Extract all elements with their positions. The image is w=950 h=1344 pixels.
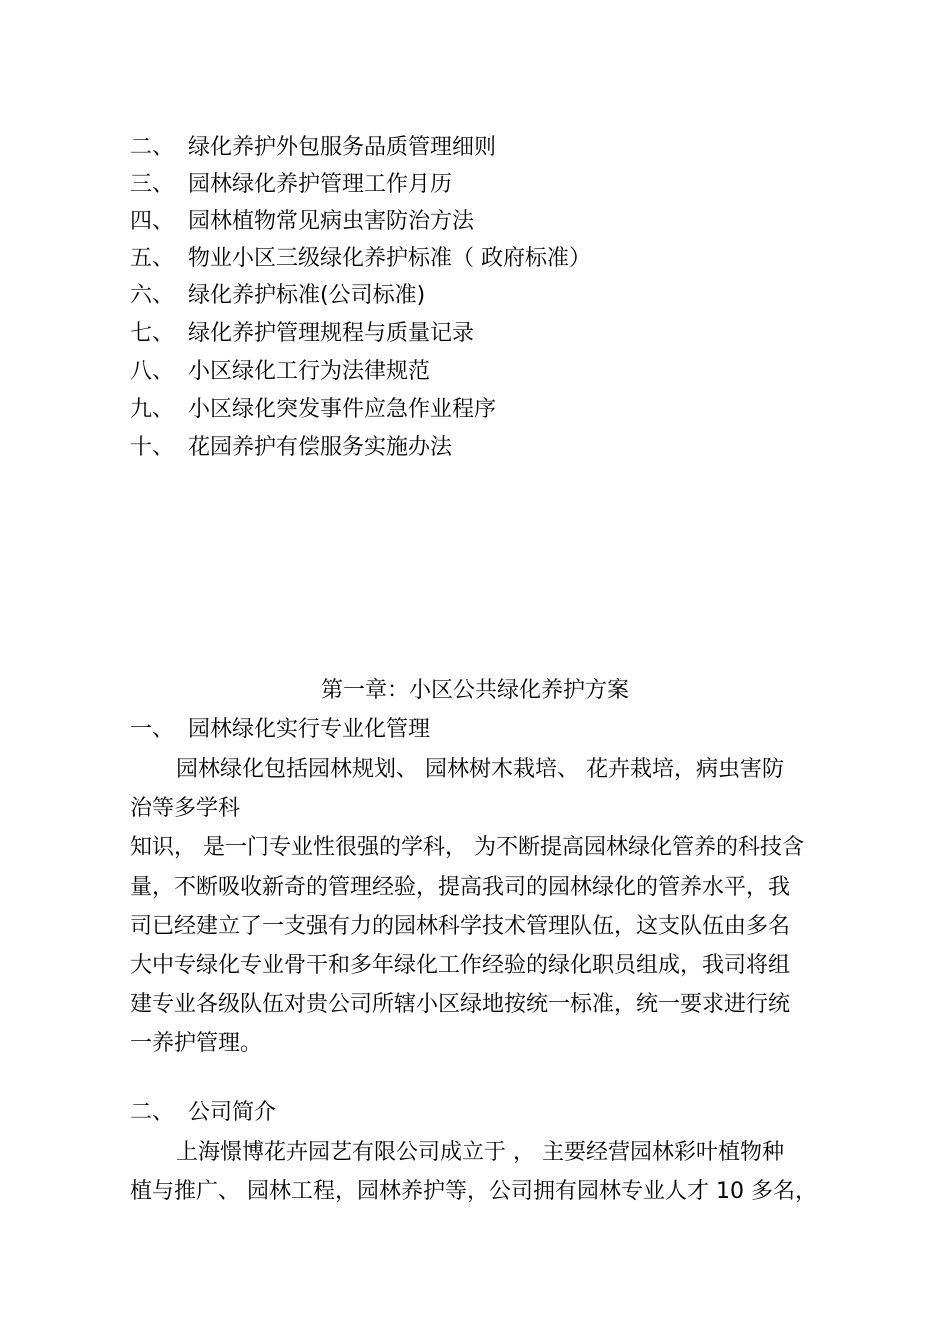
toc-item-number: 九、: [130, 397, 175, 422]
toc-item-text: 绿化养护外包服务品质管理细则: [188, 135, 497, 160]
section-title: 园林绿化实行专业化管理: [188, 717, 431, 742]
section-number: 一、: [130, 717, 175, 742]
toc-item: [130, 433, 452, 463]
section-number: 二、: [130, 1100, 175, 1125]
toc-item: [130, 207, 474, 237]
toc-item: [130, 357, 430, 387]
paragraph-line: 上海憬博花卉园艺有限公司成立于 ， 主要经营园林彩叶植物种: [176, 1140, 784, 1165]
toc-item-text: 绿化养护标准(公司标准): [188, 283, 426, 308]
section-heading: [130, 715, 430, 745]
toc-item-text: 小区绿化突发事件应急作业程序: [188, 397, 497, 422]
toc-item-text: 园林绿化养护管理工作月历: [188, 172, 453, 197]
toc-item-number: 十、: [130, 435, 175, 460]
paragraph-line: 植与推广、 园林工程，园林养护等，公司拥有园林专业人才 10 多名，: [130, 1179, 817, 1205]
toc-item-number: 七、: [130, 321, 175, 346]
toc-item-text: 园林植物常见病虫害防治方法: [188, 209, 475, 234]
toc-item-text: 小区绿化工行为法律规范: [188, 359, 431, 384]
toc-item: [130, 395, 496, 425]
paragraph-line: 知识， 是一门专业性很强的学科， 为不断提高园林绿化管养的科技含: [130, 835, 804, 861]
toc-item: [130, 244, 591, 274]
toc-item: [130, 319, 474, 349]
toc-item-number: 八、: [130, 359, 175, 384]
section-heading: [130, 1098, 276, 1128]
toc-item-number: 三、: [130, 172, 175, 197]
toc-item-text: 绿化养护管理规程与质量记录: [188, 321, 475, 346]
section-title: 公司简介: [188, 1100, 277, 1125]
section-paragraph: [130, 750, 834, 1064]
paragraph-line: 一养护管理。: [130, 1031, 263, 1057]
toc-item-text: 物业小区三级绿化养护标准（ 政府标准）: [188, 246, 591, 271]
section-paragraph: [130, 1133, 834, 1211]
toc-item: [130, 281, 425, 311]
chapter-title: 第一章：小区公共绿化养护方案: [320, 678, 629, 703]
toc-item-number: 二、: [130, 135, 175, 160]
paragraph-line: 量，不断吸收新奇的管理经验，提高我司的园林绿化的管养水平，我: [130, 874, 791, 900]
paragraph-line: 治等多学科: [130, 796, 241, 822]
toc-item-number: 六、: [130, 283, 175, 308]
paragraph-line: 园林绿化包括园林规划、 园林树木栽培、 花卉栽培，病虫害防: [176, 757, 784, 782]
paragraph-line: 大中专绿化专业骨干和多年绿化工作经验的绿化职员组成，我司将组: [130, 953, 791, 979]
paragraph-line: 建专业各级队伍对贵公司所辖小区绿地按统一标准，统一要求进行统: [130, 992, 791, 1018]
toc-item: [130, 170, 452, 200]
toc-item-number: 五、: [130, 246, 175, 271]
toc-item: [130, 133, 496, 163]
toc-item-number: 四、: [130, 209, 175, 234]
toc-item-text: 花园养护有偿服务实施办法: [188, 435, 453, 460]
paragraph-line: 司已经建立了一支强有力的园林科学技术管理队伍，这支队伍由多名: [130, 913, 791, 939]
